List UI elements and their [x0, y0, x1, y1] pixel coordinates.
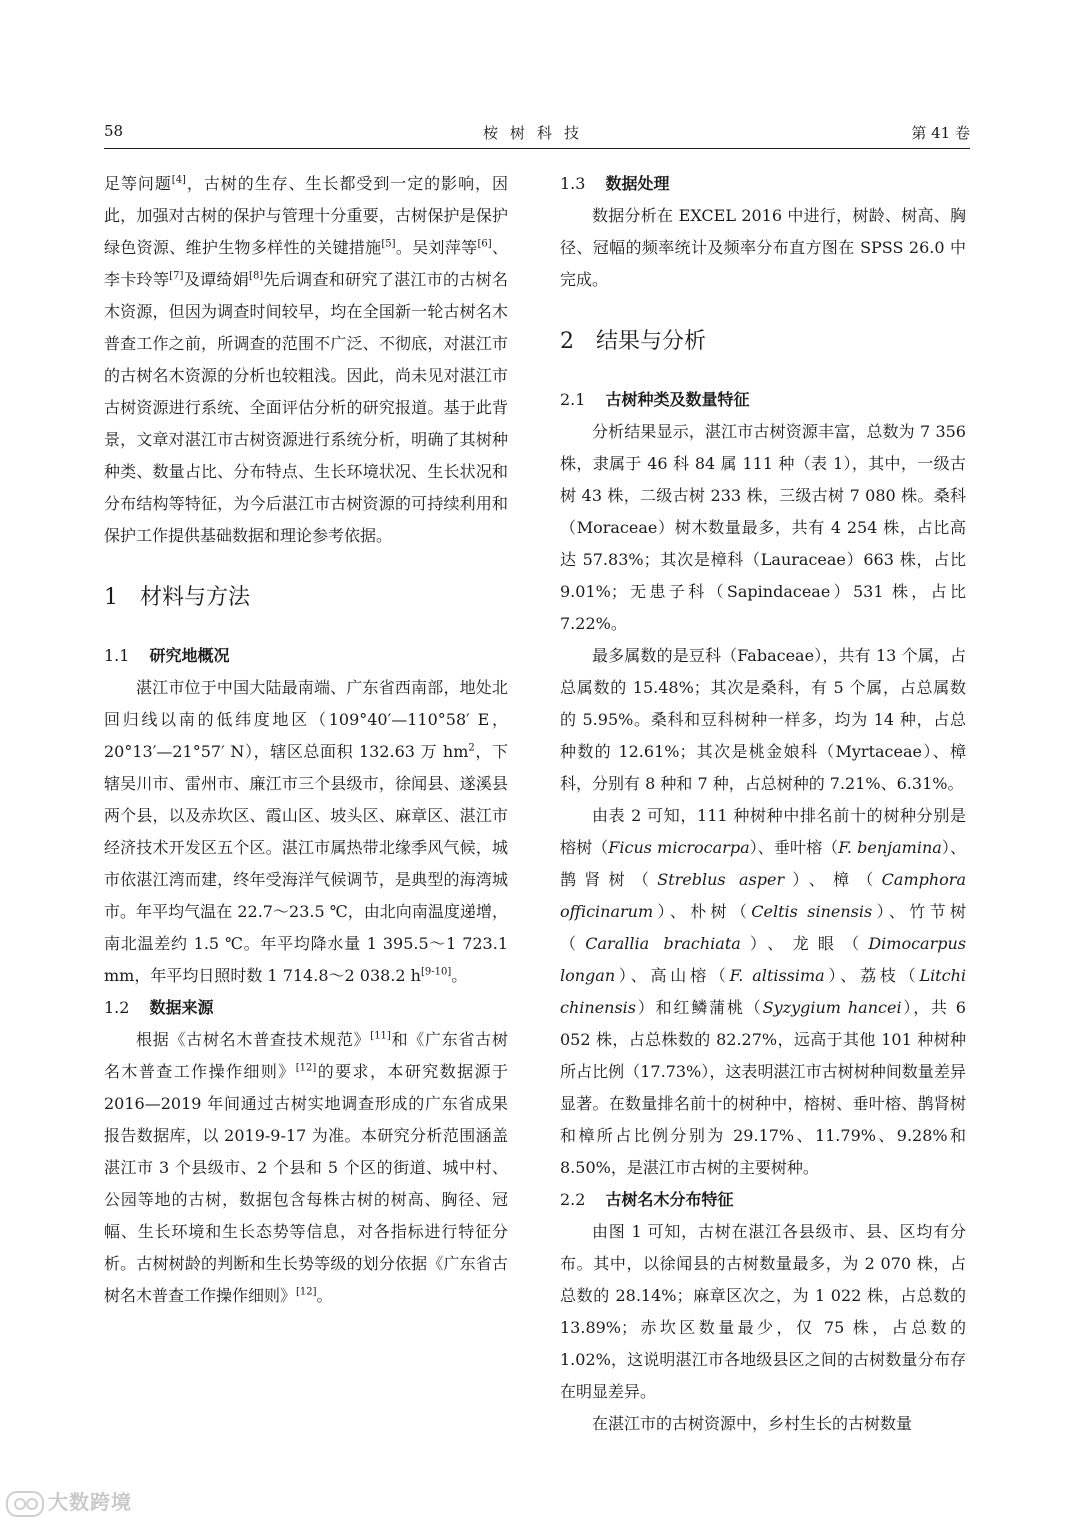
section-heading-2: 2 结果与分析	[560, 329, 707, 354]
subsection-heading-1-2: 1.2 数据来源	[104, 998, 214, 1017]
paragraph-data-source: 根据《古树名木普查技术规范》[11]和《广东省古树名木普查工作操作细则》[12]的要求，本研究数据源于 2016—2019 年间通过古树实地调查形成的广东省成果报告数据库，以 2019-9-17 为准。本研究分析范围涵盖湛江市 3 个县级市、2 个县和 5 个区的街道、城中村、公园等地的古树，数据包含每株古树的树高、胸径、冠幅、生长环境和生长态势等信息，对各指标进行特征分析。古树树龄的判断和生长势等级的划分依据《广东省古树名木普查工作操作细则》[12]。	[104, 1030, 508, 1305]
subsection-heading-1-3: 1.3 数据处理	[560, 174, 670, 193]
subsection-heading-2-1: 2.1 古树种类及数量特征	[560, 390, 750, 409]
page-number: 58	[104, 122, 124, 140]
section-heading-1: 1 材料与方法	[104, 585, 251, 610]
subsection-heading-2-2: 2.2 古树名木分布特征	[560, 1190, 734, 1209]
volume-label: 第 41 卷	[911, 124, 970, 142]
journal-title: 桉树科技	[482, 124, 591, 142]
watermark-logo-icon	[6, 1491, 44, 1517]
paragraph-genus-count: 最多属数的是豆科（Fabaceae），共有 13 个属，占总属数的 15.48%；其次是桑科，有 5 个属，占总属数的 5.95%。桑科和豆科树种一样多，均为 14 种，占总种数的 12.61%；其次是桃金娘科（Myrtaceae）、樟科，分别有 8 种和 7 种，占总树种的 7.21%、6.31%。	[560, 646, 966, 793]
paragraph-species-count: 分析结果显示，湛江市古树资源丰富，总数为 7 356 株，隶属于 46 科 84 属 111 种（表 1），其中，一级古树 43 株，二级古树 233 株，三级古树 7 080 株。桑科（Moraceae）树木数量最多，共有 4 254 株，占比高达 57.83%；其次是樟科（Lauraceae）663 株，占比 9.01%；无患子科（Sapindaceae）531 株，占比 7.22%。	[560, 422, 966, 633]
paragraph-intro-continued: 足等问题[4]，古树的生存、生长都受到一定的影响，因此，加强对古树的保护与管理十分重要，古树保护是保护绿色资源、维护生物多样性的关键措施[5]。吴刘萍等[6]、李卡玲等[7]及谭绮娟[8]先后调查和研究了湛江市的古树名木资源，但因为调查时间较早，均在全国新一轮古树名木普查工作之前，所调查的范围不广泛、不彻底，对湛江市的古树名木资源的分析也较粗浅。因此，尚未见对湛江市古树资源进行系统、全面评估分析的研究报道。基于此背景，文章对湛江市古树资源进行系统分析，明确了其树种种类、数量占比、分布特点、生长环境状况、生长状况和分布结构等特征，为今后湛江市古树资源的可持续利用和保护工作提供基础数据和理论参考依据。	[104, 174, 508, 545]
left-column	[104, 168, 508, 1312]
running-header	[104, 118, 970, 149]
paragraph-rural-trees: 在湛江市的古树资源中，乡村生长的古树数量	[592, 1414, 913, 1433]
paragraph-study-area: 湛江市位于中国大陆最南端、广东省西南部，地处北回归线以南的低纬度地区（109°40′—110°58′ E，20°13′—21°57′ N），辖区总面积 132.63 万 $hm^2$，下辖吴川市、雷州市、廉江市三个县级市，徐闻县、遂溪县两个县，以及赤坎区、霞山区、坡头区、麻章区、湛江市经济技术开发区五个区。湛江市属热带北缘季风气候，城市依湛江湾而建，终年受海洋气候调节，是典型的海湾城市。年平均气温在 22.7～23.5 ℃，由北向南温度递增，南北温差约 1.5 ℃。年平均降水量 1 395.5～1 723.1 mm，年平均日照时数 1 714.8～2 038.2 h[9-10]。	[104, 678, 508, 985]
paragraph-distribution: 由图 1 可知，古树在湛江各县级市、县、区均有分布。其中，以徐闻县的古树数量最多，为 2 070 株，占总数的 28.14%；麻章区次之，为 1 022 株，占总数的 13.89%；赤坎区数量最少，仅 75 株，占总数的 1.02%，这说明湛江市各地级县区之间的古树数量分布存在明显差异。	[560, 1222, 966, 1401]
right-column	[560, 168, 966, 1440]
subsection-heading-1-1: 1.1 研究地概况	[104, 646, 230, 665]
paragraph-top-ten-species: 由表 2 可知，111 种树种中排名前十的树种分别是榕树（Ficus microcarpa）、垂叶榕（F. benjamina）、鹊肾树（Streblus asper）、樟（Camphora officinarum）、朴树（Celtis sinensis）、竹节树（Carallia brachiata）、龙眼（Dimocarpus longan）、高山榕（F. altissima）、荔枝（Litchi chinensis）和红鳞蒲桃（Syzygium hancei），共 6 052 株，占总株数的 82.27%，远高于其他 101 种树种所占比例（17.73%），这表明湛江市古树树种间数量差异显著。在数量排名前十的树种中，榕树、垂叶榕、鹊肾树和樟所占比例分别为 29.17%、11.79%、9.28%和 8.50%，是湛江市古树的主要树种。	[560, 806, 966, 1177]
paragraph-data-processing: 数据分析在 EXCEL 2016 中进行，树龄、树高、胸径、冠幅的频率统计及频率分布直方图在 SPSS 26.0 中完成。	[560, 206, 966, 289]
watermark: 大数跨境	[6, 1486, 132, 1517]
